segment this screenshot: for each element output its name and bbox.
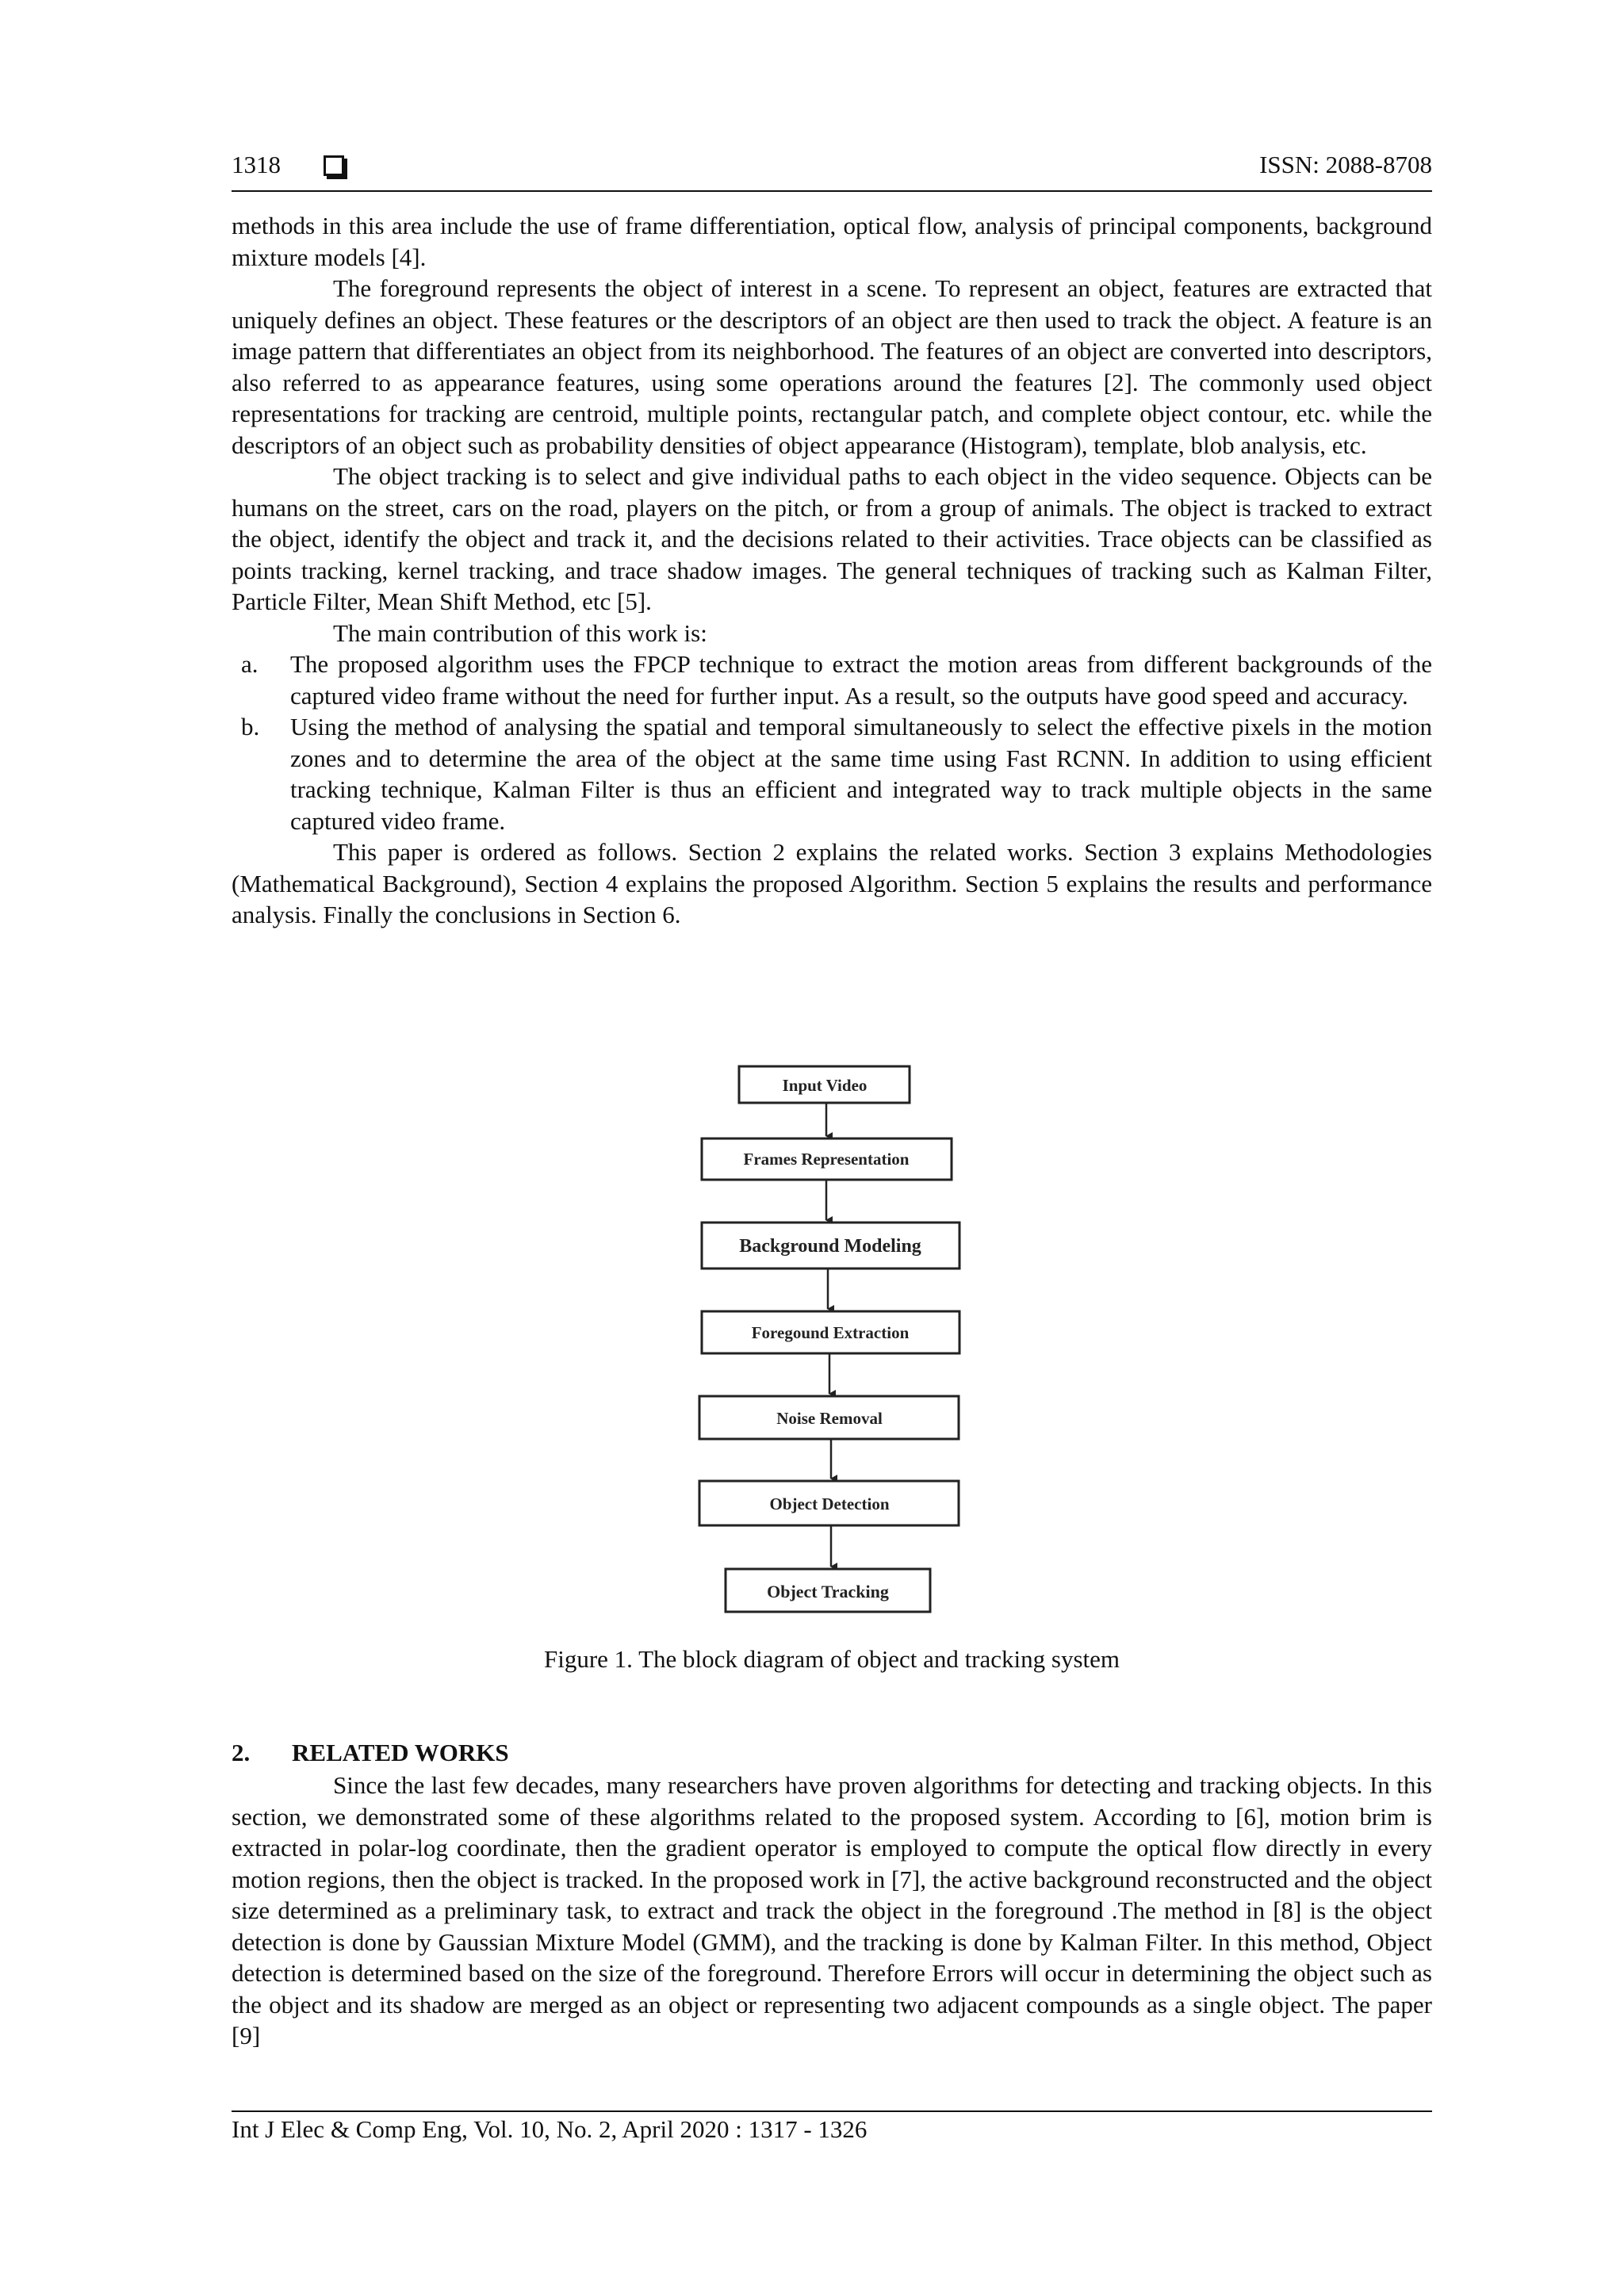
related-works-text	[232, 1770, 1432, 2052]
section-heading	[232, 1739, 509, 1767]
page-header	[232, 151, 1432, 189]
intro-text	[232, 210, 1432, 931]
paragraph: Since the last few decades, many researchers have proven algorithms for detecting and tracking objects. In this section, we demonstrated some of these algorithms related to the proposed system. According to [6], motion brim is extracted in polar-log coordinate, then the gradient operator is employed to compute the optical flow directly in every motion regions, then the object is tracked. In the proposed work in [7], the active background reconstructed and the object size determined as a preliminary task, to extract and track the object in the foreground .The method in [8] is the object detection is done by Gaussian Mixture Model (GMM), and the tracking is done by Kalman Filter. In this method, Object detection is determined based on the size of the foreground. Therefore Errors will occur in determining the object such as the object and its shadow are merged as an object or representing two adjacent compounds as a single object. The paper [9]	[232, 1771, 1432, 2049]
block-label: Object Tracking	[767, 1582, 889, 1601]
issn: ISSN: 2088-8708	[1259, 151, 1432, 178]
paragraph: The foreground represents the object of interest in a scene. To represent an object, features are extracted that uniquely defines an object. These features or the descriptors of an object are then used to track the object. A feature is an image pattern that differentiates an object from its neighborhood. The features of an object are converted into descriptors, also referred to as appearance features, using some operations around the features [2]. The commonly used object representations for tracking are centroid, multiple points, rectangular patch, and complete object contour, etc. while the descriptors of an object such as probability densities of object appearance (Histogram), template, blob analysis, etc.	[232, 274, 1432, 459]
list-text: The proposed algorithm uses the FPCP technique to extract the motion areas from different backgrounds of the captured video frame without the need for further input. As a result, so the outputs have good speed and accuracy.	[290, 650, 1432, 710]
header-rule	[232, 190, 1432, 192]
list-marker: b.	[241, 713, 260, 740]
paragraph: methods in this area include the use of frame differentiation, optical flow, analysis of principal components, background mixture models [4].	[232, 212, 1432, 271]
section-number: 2.	[232, 1739, 251, 1766]
paragraph: The object tracking is to select and give individual paths to each object in the video sequence. Objects can be humans on the street, cars on the road, players on the pitch, or from a group of animals. The object is tracked to extract the object, identify the object and track it, and the decisions related to their activities. Trace objects can be classified as points tracking, kernel tracking, and trace shadow images. The general techniques of tracking such as Kalman Filter, Particle Filter, Mean Shift Method, etc [5].	[232, 462, 1432, 615]
figure-caption: Figure 1. The block diagram of object and tracking system	[543, 1645, 1120, 1673]
block-diagram	[690, 1058, 975, 1613]
paragraph: This paper is ordered as follows. Section 2 explains the related works. Section 3 explains Methodologies (Mathematical Background), Section 4 explains the proposed Algorithm. Section 5 explains the results and performance analysis. Finally the conclusions in Section 6.	[232, 838, 1432, 928]
list-item	[232, 649, 1432, 711]
block-label: Foregound Extraction	[751, 1323, 910, 1342]
page-number: 1318	[232, 151, 281, 178]
block-label: Noise Removal	[776, 1409, 883, 1428]
block-label: Background Modeling	[739, 1236, 921, 1257]
list-marker: a.	[241, 650, 259, 678]
block-label: Frames Representation	[743, 1150, 910, 1169]
footer-rule	[232, 2110, 1432, 2112]
block-label: Input Video	[782, 1076, 868, 1095]
list-text: Using the method of analysing the spatial and temporal simultaneously to select the effective pixels in the motion zones and to determine the area of the object at the same time using Fast RCNN. In addition to using efficient tracking technique, Kalman Filter is thus an efficient and integrated way to track multiple objects in the same captured video frame.	[290, 713, 1432, 835]
block-label: Object Detection	[769, 1494, 890, 1513]
list-item	[232, 711, 1432, 836]
paragraph: The main contribution of this work is:	[333, 618, 707, 647]
section-title: RELATED WORKS	[292, 1739, 509, 1766]
page-footer: Int J Elec & Comp Eng, Vol. 10, No. 2, April 2020 : 1317 - 1326	[232, 2115, 868, 2143]
square-bullet-icon	[324, 155, 344, 176]
